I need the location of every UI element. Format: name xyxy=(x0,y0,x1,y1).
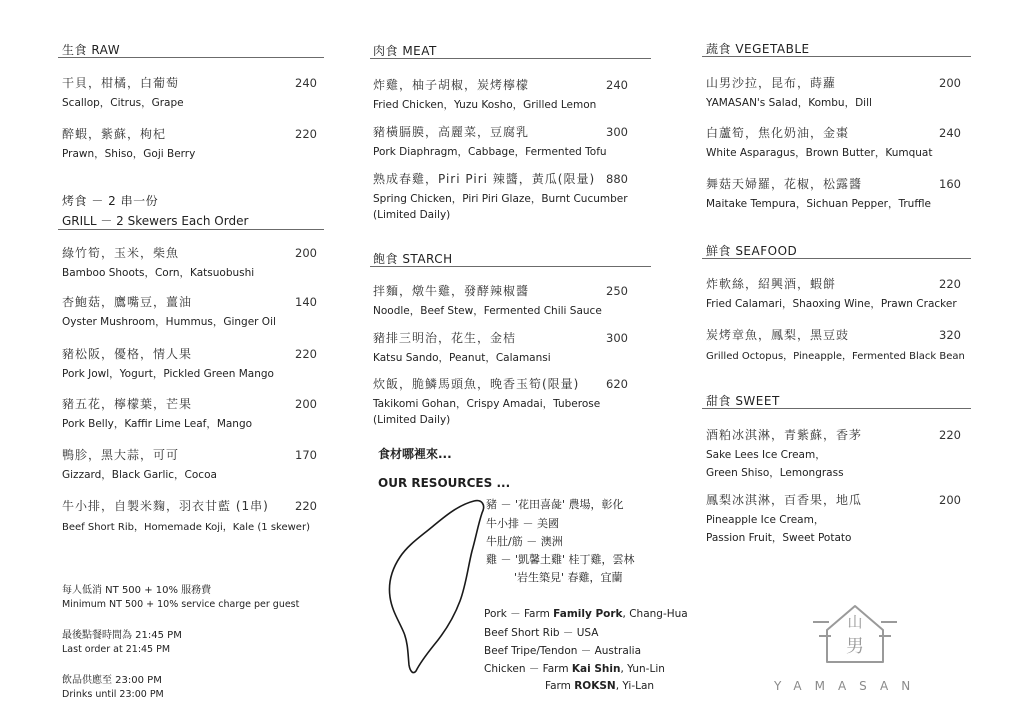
item-name-zh: 炸軟絲，紹興酒，蝦餅 xyxy=(706,277,837,291)
item-name-zh: 熟成春雞，Piri Piri 辣醬，黃瓜(限量) xyxy=(373,172,596,186)
section-title-vegetable: 蔬食 VEGETABLE xyxy=(706,42,810,56)
item-price: 140 xyxy=(295,295,317,309)
section-divider xyxy=(58,57,324,58)
menu-item xyxy=(373,170,628,221)
item-name-en: Pork Diaphragm，Cabbage，Fermented Tofu xyxy=(373,146,607,158)
menu-item xyxy=(706,491,862,545)
resource-line-en xyxy=(484,625,598,640)
menu-item xyxy=(62,395,252,431)
resource-line-zh: '岩生築見' 春雞，宜蘭 xyxy=(514,571,623,584)
resource-text: Chicken － Farm xyxy=(484,663,572,675)
logo-wordmark: YAMASAN xyxy=(774,679,924,693)
item-price: 240 xyxy=(606,78,628,92)
resource-text: Beef Short Rib － USA xyxy=(484,627,599,639)
menu-item xyxy=(706,426,862,480)
item-name-en-line2: Green Shiso，Lemongrass xyxy=(706,467,844,479)
menu-item xyxy=(373,76,596,112)
resource-farm-name: ROKSN xyxy=(574,680,616,692)
item-price: 300 xyxy=(606,331,628,345)
section-divider xyxy=(370,58,651,59)
note-zh: 最後點餐時間為 21:45 PM xyxy=(62,630,182,641)
note-en: Last order at 21:45 PM xyxy=(62,644,171,655)
resource-text: Beef Tripe/Tendon － Australia xyxy=(484,645,642,657)
section-divider xyxy=(702,258,971,259)
item-price: 300 xyxy=(606,125,628,139)
item-name-en: Spring Chicken，Piri Piri Glaze，Burnt Cucumber xyxy=(373,193,628,205)
note-zh: 飲品供應至 23:00 PM xyxy=(62,675,162,686)
item-name-en: Prawn，Shiso，Goji Berry xyxy=(62,148,196,160)
menu-item xyxy=(373,375,600,426)
menu-item xyxy=(706,175,931,211)
item-name-en: Pork Jowl，Yogurt，Pickled Green Mango xyxy=(62,368,274,380)
resource-line-zh: 雞 － '凱馨土雞' 桂丁雞，雲林 xyxy=(486,553,635,566)
item-price: 220 xyxy=(295,127,317,141)
item-name-zh: 干貝，柑橘，白葡萄 xyxy=(62,76,180,90)
item-name-en: Sake Lees Ice Cream， xyxy=(706,449,826,461)
resource-text: , Chang-Hua xyxy=(622,608,688,620)
item-price: 200 xyxy=(939,493,961,507)
resource-text: Pork － Farm xyxy=(484,608,554,620)
resource-line-en xyxy=(484,661,665,676)
item-name-zh: 舞菇天婦羅，花椒，松露醬 xyxy=(706,177,863,191)
menu-item xyxy=(62,125,195,161)
resource-line-zh: 豬 － '花田喜彘' 農場，彰化 xyxy=(486,498,624,511)
menu-item xyxy=(706,326,965,362)
item-name-en: Noodle，Beef Stew，Fermented Chili Sauce xyxy=(373,305,602,317)
item-price: 160 xyxy=(939,177,961,191)
item-name-en: Fried Chicken，Yuzu Kosho，Grilled Lemon xyxy=(373,99,597,111)
item-price: 220 xyxy=(295,499,317,513)
item-price: 200 xyxy=(295,397,317,411)
resource-text: , Yi-Lan xyxy=(615,680,655,692)
item-price: 320 xyxy=(939,328,961,342)
item-name-en: Pork Belly，Kaffir Lime Leaf，Mango xyxy=(62,418,253,430)
item-name-zh: 白蘆筍，焦化奶油，金棗 xyxy=(706,126,850,140)
item-price: 200 xyxy=(939,76,961,90)
menu-item xyxy=(62,446,217,482)
resource-line-en xyxy=(484,643,641,658)
section-divider xyxy=(702,56,971,57)
item-name-en-line2: Passion Fruit，Sweet Potato xyxy=(706,532,852,544)
section-title-raw: 生食 RAW xyxy=(62,43,121,57)
section-subtitle-grill: GRILL － 2 Skewers Each Order xyxy=(62,214,249,228)
resources-title-zh: 食材哪裡來... xyxy=(378,447,452,461)
item-name-zh: 山男沙拉，昆布，蒔蘿 xyxy=(706,76,837,90)
menu-item xyxy=(706,74,872,110)
item-name-zh: 豬橫膈膜，高麗菜，豆腐乳 xyxy=(373,125,530,139)
item-name-en: Bamboo Shoots，Corn，Katsuobushi xyxy=(62,267,255,279)
item-price: 880 xyxy=(606,172,628,186)
note-en: Minimum NT 500 + 10% service charge per guest xyxy=(62,599,300,610)
resource-farm-name: Family Pork xyxy=(553,608,623,620)
item-price: 220 xyxy=(939,277,961,291)
item-price: 620 xyxy=(606,377,628,391)
item-name-zh: 炭烤章魚，鳳梨，黑豆豉 xyxy=(706,328,850,342)
yamasan-logo-icon xyxy=(805,592,905,672)
menu-item xyxy=(62,497,310,533)
item-name-en: YAMASAN's Salad，Kombu，Dill xyxy=(706,97,872,109)
item-name-en: Maitake Tempura，Sichuan Pepper，Truffle xyxy=(706,198,931,210)
menu-item xyxy=(373,282,602,318)
resource-line-zh: 牛小排 － 美國 xyxy=(486,517,559,530)
item-name-en: Gizzard，Black Garlic，Cocoa xyxy=(62,469,217,481)
item-price: 240 xyxy=(295,76,317,90)
menu-item xyxy=(62,345,274,381)
item-price: 220 xyxy=(939,428,961,442)
item-price: 250 xyxy=(606,284,628,298)
resource-farm-name: Kai Shin xyxy=(571,663,621,675)
item-name-en: Beef Short Rib，Homemade Koji，Kale (1 skewer) xyxy=(62,522,310,533)
section-divider xyxy=(58,229,324,230)
menu-item xyxy=(373,123,607,159)
item-name-zh: 豬排三明治，花生，金桔 xyxy=(373,331,517,345)
item-name-zh: 綠竹筍，玉米，柴魚 xyxy=(62,246,180,260)
item-name-en: Pineapple Ice Cream， xyxy=(706,514,825,526)
item-name-zh: 鴨胗，黑大蒜，可可 xyxy=(62,448,180,462)
item-name-en: White Asparagus，Brown Butter，Kumquat xyxy=(706,147,933,159)
menu-item xyxy=(706,124,932,160)
resources-title-en: OUR RESOURCES ... xyxy=(378,476,511,490)
section-title-starch: 飽食 STARCH xyxy=(373,252,453,266)
menu-item xyxy=(373,329,551,365)
item-name-en: Fried Calamari，Shaoxing Wine，Prawn Cracker xyxy=(706,298,957,310)
menu-item xyxy=(62,244,254,280)
logo-kanji-top: 山 xyxy=(847,613,863,631)
item-name-zh: 酒粕冰淇淋，青紫蘇，香茅 xyxy=(706,428,863,442)
note-zh: 每人低消 NT 500 + 10% 服務費 xyxy=(62,585,212,596)
section-title-seafood: 鮮食 SEAFOOD xyxy=(706,244,798,258)
item-name-zh: 豬五花，檸檬葉，芒果 xyxy=(62,397,193,411)
note-en: Drinks until 23:00 PM xyxy=(62,689,164,700)
item-name-zh: 炸雞，柚子胡椒，炭烤檸檬 xyxy=(373,78,530,92)
item-name-en: Oyster Mushroom，Hummus，Ginger Oil xyxy=(62,316,276,328)
resource-line-zh: 牛肚/筋 － 澳洲 xyxy=(486,535,563,548)
item-price: 220 xyxy=(295,347,317,361)
item-price: 240 xyxy=(939,126,961,140)
resource-line-en xyxy=(545,680,654,692)
menu-item xyxy=(62,293,276,329)
item-name-zh: 鳳梨冰淇淋，百香果，地瓜 xyxy=(706,493,863,507)
item-price: 200 xyxy=(295,246,317,260)
item-name-en: Takikomi Gohan，Crispy Amadai，Tuberose xyxy=(373,398,601,410)
taiwan-map-icon xyxy=(382,493,492,678)
item-name-en: Scallop，Citrus，Grape xyxy=(62,97,184,109)
item-name-zh: 豬松阪，優格，情人果 xyxy=(62,347,193,361)
section-title-meat: 肉食 MEAT xyxy=(373,44,437,58)
item-name-zh: 炊飯，脆鱗馬頭魚，晚香玉筍(限量) xyxy=(373,377,580,391)
section-divider xyxy=(702,408,971,409)
item-name-zh: 拌麵，燉牛雞，發酵辣椒醬 xyxy=(373,284,530,298)
resource-text: Farm xyxy=(545,680,575,692)
item-price: 170 xyxy=(295,448,317,462)
item-name-zh: 醉蝦，紫蘇，枸杞 xyxy=(62,127,167,141)
item-name-zh: 牛小排，自製米麴，羽衣甘藍 (1串) xyxy=(62,499,269,513)
item-note-en: (Limited Daily) xyxy=(373,414,451,426)
item-name-en: Grilled Octopus，Pineapple，Fermented Black Bean xyxy=(706,351,965,362)
item-note-en: (Limited Daily) xyxy=(373,209,451,221)
section-title-sweet: 甜食 SWEET xyxy=(706,394,780,408)
item-name-zh: 杏鮑菇，鷹嘴豆，薑油 xyxy=(62,295,193,309)
resource-text: , Yun-Lin xyxy=(620,663,665,675)
logo-kanji-bottom: 男 xyxy=(846,636,864,657)
item-name-en: Katsu Sando，Peanut，Calamansi xyxy=(373,352,551,364)
section-divider xyxy=(370,266,651,267)
menu-item xyxy=(62,74,184,110)
menu-item xyxy=(706,275,957,311)
section-title-grill: 烤食 － 2 串一份 xyxy=(62,194,159,208)
resource-line-en xyxy=(484,606,688,621)
